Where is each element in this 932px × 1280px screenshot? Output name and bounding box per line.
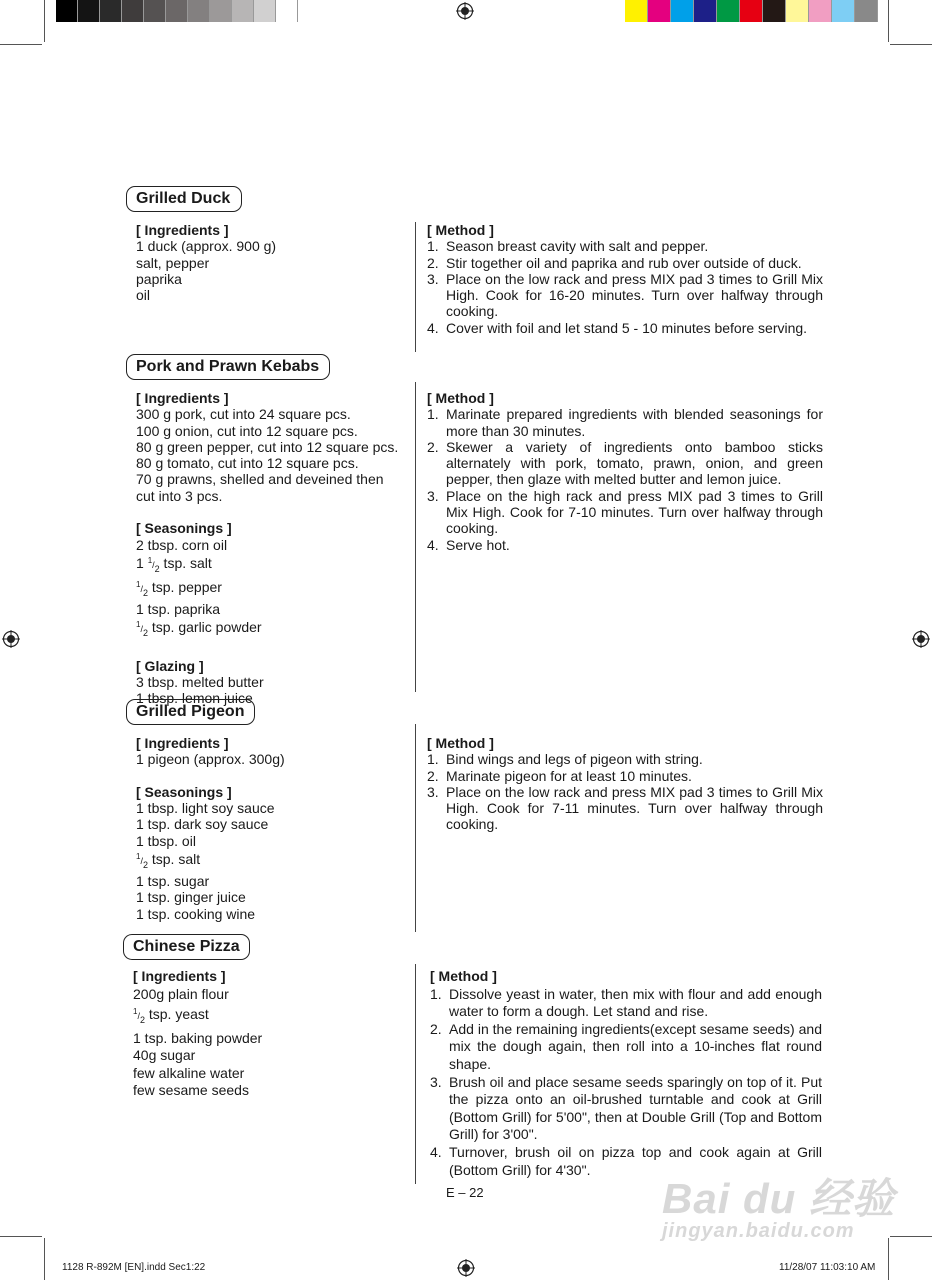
color-swatch <box>832 0 855 22</box>
color-swatch <box>855 0 878 22</box>
ingredient-line: 300 g pork, cut into 24 square pcs. <box>136 406 351 423</box>
grayscale-color-bar <box>56 0 298 22</box>
ingredient-line <box>136 617 416 641</box>
step-number: 3. <box>427 270 439 287</box>
crop-mark <box>0 44 42 45</box>
section-heading: [ Ingredients ] <box>136 222 229 238</box>
ingredient-text: tsp. yeast <box>144 1006 209 1023</box>
ingredient-line: 40g sugar <box>133 1047 196 1064</box>
section-heading: [ Glazing ] <box>136 657 204 674</box>
ingredient-text: tsp. salt <box>147 851 201 868</box>
ingredients-column <box>136 390 416 707</box>
spacer <box>136 642 416 658</box>
section-heading: [ Ingredients ] <box>136 735 229 751</box>
method-step <box>425 406 823 439</box>
step-number: 1. <box>427 406 439 423</box>
method-heading: [ Method ] <box>430 968 497 984</box>
method-column <box>425 222 823 336</box>
ingredient-line: cut into 3 pcs. <box>136 487 223 504</box>
crop-mark <box>44 1238 45 1280</box>
step-text: Turnover, brush oil on pizza top and cook again at Grill (Bottom Grill) for 4'30". <box>449 1143 822 1178</box>
method-step <box>425 768 823 784</box>
step-text: Add in the remaining ingredients(except sesame seeds) and mix the dough again, then roll into a 10-inches flat round shape. <box>449 1020 822 1072</box>
crop-mark <box>890 1236 932 1237</box>
color-swatch <box>100 0 122 22</box>
footer-timestamp: 11/28/07 11:03:10 AM <box>779 1262 876 1273</box>
fraction-numerator: 1 <box>136 580 141 590</box>
method-step <box>428 1074 822 1144</box>
footer-file-info: 1128 R-892M [EN].indd Sec1:22 <box>62 1262 206 1273</box>
ingredient-line: paprika <box>136 270 182 287</box>
method-step <box>425 255 823 271</box>
color-swatch <box>166 0 188 22</box>
fraction-slash: / <box>152 559 155 570</box>
step-text: Season breast cavity with salt and pepper. <box>446 238 709 255</box>
quantity-whole: 1 <box>136 554 148 571</box>
section-heading: [ Ingredients ] <box>136 390 229 406</box>
step-text: Place on the low rack and press MIX pad 3 times to Grill Mix High. Cook for 7-11 minutes. Turn over halfway through cooking. <box>446 783 823 833</box>
fraction-numerator: 1 <box>136 620 141 630</box>
color-swatch <box>78 0 100 22</box>
ingredient-line: 1 tsp. baking powder <box>133 1029 263 1046</box>
ingredient-line: 1 tbsp. light soy sauce <box>136 800 275 817</box>
ingredients-column <box>133 968 413 1100</box>
step-text: Marinate prepared ingredients with blended seasonings for more than 30 minutes. <box>446 406 823 439</box>
color-swatch <box>254 0 276 22</box>
method-step <box>425 537 823 553</box>
ingredient-line: 1 tbsp. lemon juice <box>136 690 253 707</box>
color-swatch <box>809 0 832 22</box>
spacer <box>136 504 416 520</box>
recipe-title: Chinese Pizza <box>123 934 250 960</box>
color-swatch <box>122 0 144 22</box>
step-text: Bind wings and legs of pigeon with string. <box>446 751 703 768</box>
step-text: Marinate pigeon for at least 10 minutes. <box>446 767 692 784</box>
method-steps <box>425 406 823 553</box>
color-swatch <box>786 0 809 22</box>
method-column <box>428 968 822 1179</box>
ingredient-line: 1 tsp. dark soy sauce <box>136 816 269 833</box>
process-color-bar <box>625 0 878 22</box>
ingredient-line: 1 tsp. ginger juice <box>136 889 246 906</box>
ingredient-line: 1 tsp. cooking wine <box>136 905 256 922</box>
step-number: 3. <box>427 783 439 800</box>
ingredient-line: 70 g prawns, shelled and deveined then <box>136 471 384 488</box>
spacer <box>136 768 416 784</box>
step-number: 1. <box>427 238 439 255</box>
recipe-title: Pork and Prawn Kebabs <box>126 354 330 380</box>
crop-mark <box>890 44 932 45</box>
color-swatch <box>717 0 740 22</box>
ingredient-line <box>136 577 416 601</box>
registration-mark-icon <box>457 1259 475 1277</box>
method-step <box>425 439 823 488</box>
column-divider <box>415 724 416 932</box>
fraction-denominator: 2 <box>142 587 148 598</box>
step-number: 3. <box>430 1073 442 1090</box>
method-step <box>425 320 823 336</box>
page-number: E – 22 <box>446 1185 484 1200</box>
color-swatch <box>625 0 648 22</box>
color-swatch <box>763 0 786 22</box>
ingredient-line: 200g plain flour <box>133 985 229 1002</box>
step-number: 4. <box>427 536 439 553</box>
crop-mark <box>44 0 45 42</box>
fraction-numerator: 1 <box>133 1007 138 1017</box>
recipe-title: Grilled Duck <box>126 186 242 212</box>
method-step <box>425 488 823 537</box>
color-swatch <box>694 0 717 22</box>
step-number: 4. <box>427 319 439 336</box>
fraction-slash: / <box>140 624 143 635</box>
color-swatch <box>671 0 694 22</box>
color-swatch <box>740 0 763 22</box>
method-column <box>425 390 823 553</box>
ingredient-text: tsp. garlic powder <box>147 619 262 636</box>
method-step <box>425 784 823 833</box>
fraction-denominator: 2 <box>142 628 148 639</box>
color-swatch <box>210 0 232 22</box>
fraction-slash: / <box>140 584 143 595</box>
step-text: Brush oil and place sesame seeds sparingly on top of it. Put the pizza onto an oil-brushed turntable and cook at Grill (Bottom Grill) for 5'00", then at Double Grill (Top and Bottom Grill) for 3'00". <box>449 1073 822 1143</box>
method-heading: [ Method ] <box>427 222 494 238</box>
ingredient-line <box>136 849 416 873</box>
fraction-denominator: 2 <box>142 859 148 870</box>
step-text: Cover with foil and let stand 5 - 10 minutes before serving. <box>446 319 808 336</box>
ingredients-column <box>136 222 416 303</box>
color-swatch <box>276 0 298 22</box>
crop-mark <box>888 1238 889 1280</box>
ingredient-line: 80 g green pepper, cut into 12 square pcs. <box>136 438 399 455</box>
ingredients-column <box>136 735 416 922</box>
method-step <box>428 986 822 1021</box>
step-text: Dissolve yeast in water, then mix with flour and add enough water to form a dough. Let stand and rise. <box>449 985 822 1020</box>
watermark-main: Bai du 经验 <box>662 1175 896 1222</box>
ingredient-text: tsp. pepper <box>147 579 222 596</box>
step-number: 2. <box>427 438 439 455</box>
method-step <box>425 751 823 767</box>
section-heading: [ Ingredients ] <box>133 968 226 984</box>
fraction-numerator: 1 <box>147 555 153 565</box>
method-steps <box>425 238 823 336</box>
ingredient-line: 100 g onion, cut into 12 square pcs. <box>136 422 358 439</box>
step-text: Place on the high rack and press MIX pad 3 times to Grill Mix High. Cook for 7-10 minutes. Turn over halfway through cooking. <box>446 487 823 537</box>
fraction-numerator: 1 <box>136 852 141 862</box>
method-column <box>425 735 823 833</box>
step-number: 2. <box>427 254 439 271</box>
step-text: Place on the low rack and press MIX pad 3 times to Grill Mix High. Cook for 16-20 minutes. Turn over halfway through cooking. <box>446 270 823 320</box>
ingredient-line: 1 duck (approx. 900 g) <box>136 238 277 255</box>
section-heading: [ Seasonings ] <box>136 783 232 800</box>
recipe-title: Grilled Pigeon <box>126 699 255 725</box>
registration-mark-icon <box>456 2 474 20</box>
fraction-denominator: 2 <box>154 563 160 574</box>
step-number: 1. <box>430 985 442 1002</box>
ingredient-line <box>136 553 416 577</box>
fraction-denominator: 2 <box>139 1014 145 1025</box>
ingredient-text: tsp. salt <box>159 554 212 571</box>
method-heading: [ Method ] <box>427 735 494 751</box>
method-steps <box>425 751 823 832</box>
ingredient-line: oil <box>136 287 151 304</box>
baidu-watermark <box>662 1166 895 1243</box>
section-heading: [ Seasonings ] <box>136 520 232 537</box>
ingredient-line: 1 tsp. sugar <box>136 873 210 890</box>
ingredient-line: 1 tbsp. oil <box>136 832 196 849</box>
method-step <box>428 1021 822 1074</box>
color-swatch <box>144 0 166 22</box>
registration-mark-icon <box>2 630 20 648</box>
ingredient-line <box>133 1003 413 1029</box>
color-swatch <box>232 0 254 22</box>
fraction-slash: / <box>140 856 143 867</box>
column-divider <box>415 964 416 1184</box>
registration-mark-icon <box>912 630 930 648</box>
ingredient-line: few alkaline water <box>133 1064 245 1081</box>
color-swatch <box>188 0 210 22</box>
method-step <box>425 271 823 320</box>
step-number: 2. <box>427 767 439 784</box>
fraction-slash: / <box>137 1011 140 1022</box>
ingredient-line: 1 pigeon (approx. 300g) <box>136 751 285 768</box>
column-divider <box>415 382 416 692</box>
step-number: 3. <box>427 487 439 504</box>
watermark-sub: jingyan.baidu.com <box>662 1220 855 1242</box>
ingredient-line: 80 g tomato, cut into 12 square pcs. <box>136 455 359 472</box>
color-swatch <box>648 0 671 22</box>
step-number: 4. <box>430 1143 442 1160</box>
ingredient-line: salt, pepper <box>136 254 210 271</box>
ingredient-line: few sesame seeds <box>133 1082 249 1099</box>
crop-mark <box>888 0 889 42</box>
color-swatch <box>56 0 78 22</box>
step-text: Skewer a variety of ingredients onto bamboo sticks alternately with pork, tomato, prawn, onion, and green pepper, then glaze with melted butter and lemon juice. <box>446 438 823 488</box>
method-step <box>425 238 823 254</box>
ingredient-line: 1 tsp. paprika <box>136 601 221 618</box>
method-steps <box>428 986 822 1180</box>
method-heading: [ Method ] <box>427 390 494 406</box>
column-divider <box>415 222 416 352</box>
ingredient-line: 2 tbsp. corn oil <box>136 536 228 553</box>
step-number: 2. <box>430 1020 442 1037</box>
ingredient-line: 3 tbsp. melted butter <box>136 674 264 691</box>
step-number: 1. <box>427 751 439 768</box>
step-text: Serve hot. <box>446 536 510 553</box>
crop-mark <box>0 1236 42 1237</box>
step-text: Stir together oil and paprika and rub over outside of duck. <box>446 254 802 271</box>
